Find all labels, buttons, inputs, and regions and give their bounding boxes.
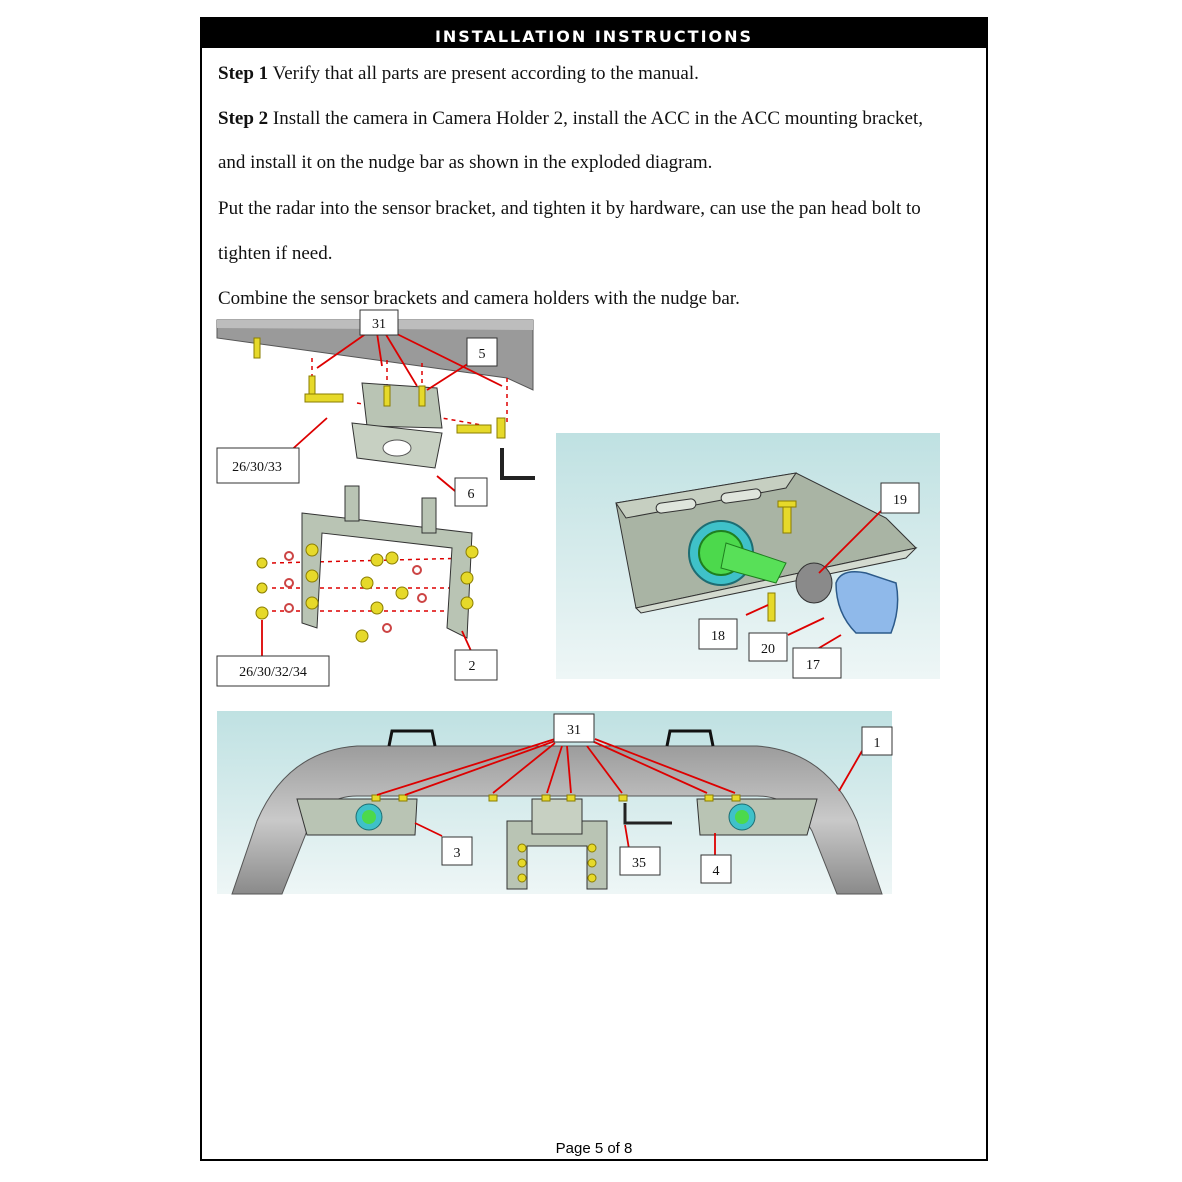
label-31: 31 [567,723,581,738]
label-3: 3 [453,846,461,861]
nudge-bar-assembly-diagram [217,711,892,894]
label-6: 6 [467,487,475,502]
step1-text: Verify that all parts are present according to the manual. [272,63,699,84]
label-18: 18 [711,629,725,644]
radar-bracket-diagram [556,433,940,679]
label-35: 35 [632,856,646,871]
label-26-30-33: 26/30/33 [232,460,282,475]
step2-line1 [218,108,923,130]
label-26-30-32-34: 26/30/32/34 [239,665,307,680]
label-17: 17 [806,658,820,673]
page-header: INSTALLATION INSTRUCTIONS [202,19,986,48]
radar-line2: tighten if need. [218,243,333,264]
label-19: 19 [893,493,907,508]
label-20: 20 [761,642,775,657]
label-2: 2 [468,659,476,674]
step2-label: Step 2 [218,108,269,129]
step2-line2: and install it on the nudge bar as shown in the exploded diagram. [218,152,713,173]
label-4: 4 [712,864,720,879]
exploded-bracket-diagram [217,308,537,688]
step2-text-1: Install the camera in Camera Holder 2, install the ACC in the ACC mounting bracket, [272,108,923,129]
page-number: Page 5 of 8 [555,1140,633,1157]
label-31: 31 [372,317,386,332]
step1-line [218,63,699,85]
combine-line: Combine the sensor brackets and camera holders with the nudge bar. [218,288,740,309]
label-5: 5 [478,347,486,362]
radar-line1: Put the radar into the sensor bracket, and tighten it by hardware, can use the pan head bolt to [218,198,921,219]
label-1: 1 [873,736,881,751]
step1-label: Step 1 [218,63,269,84]
